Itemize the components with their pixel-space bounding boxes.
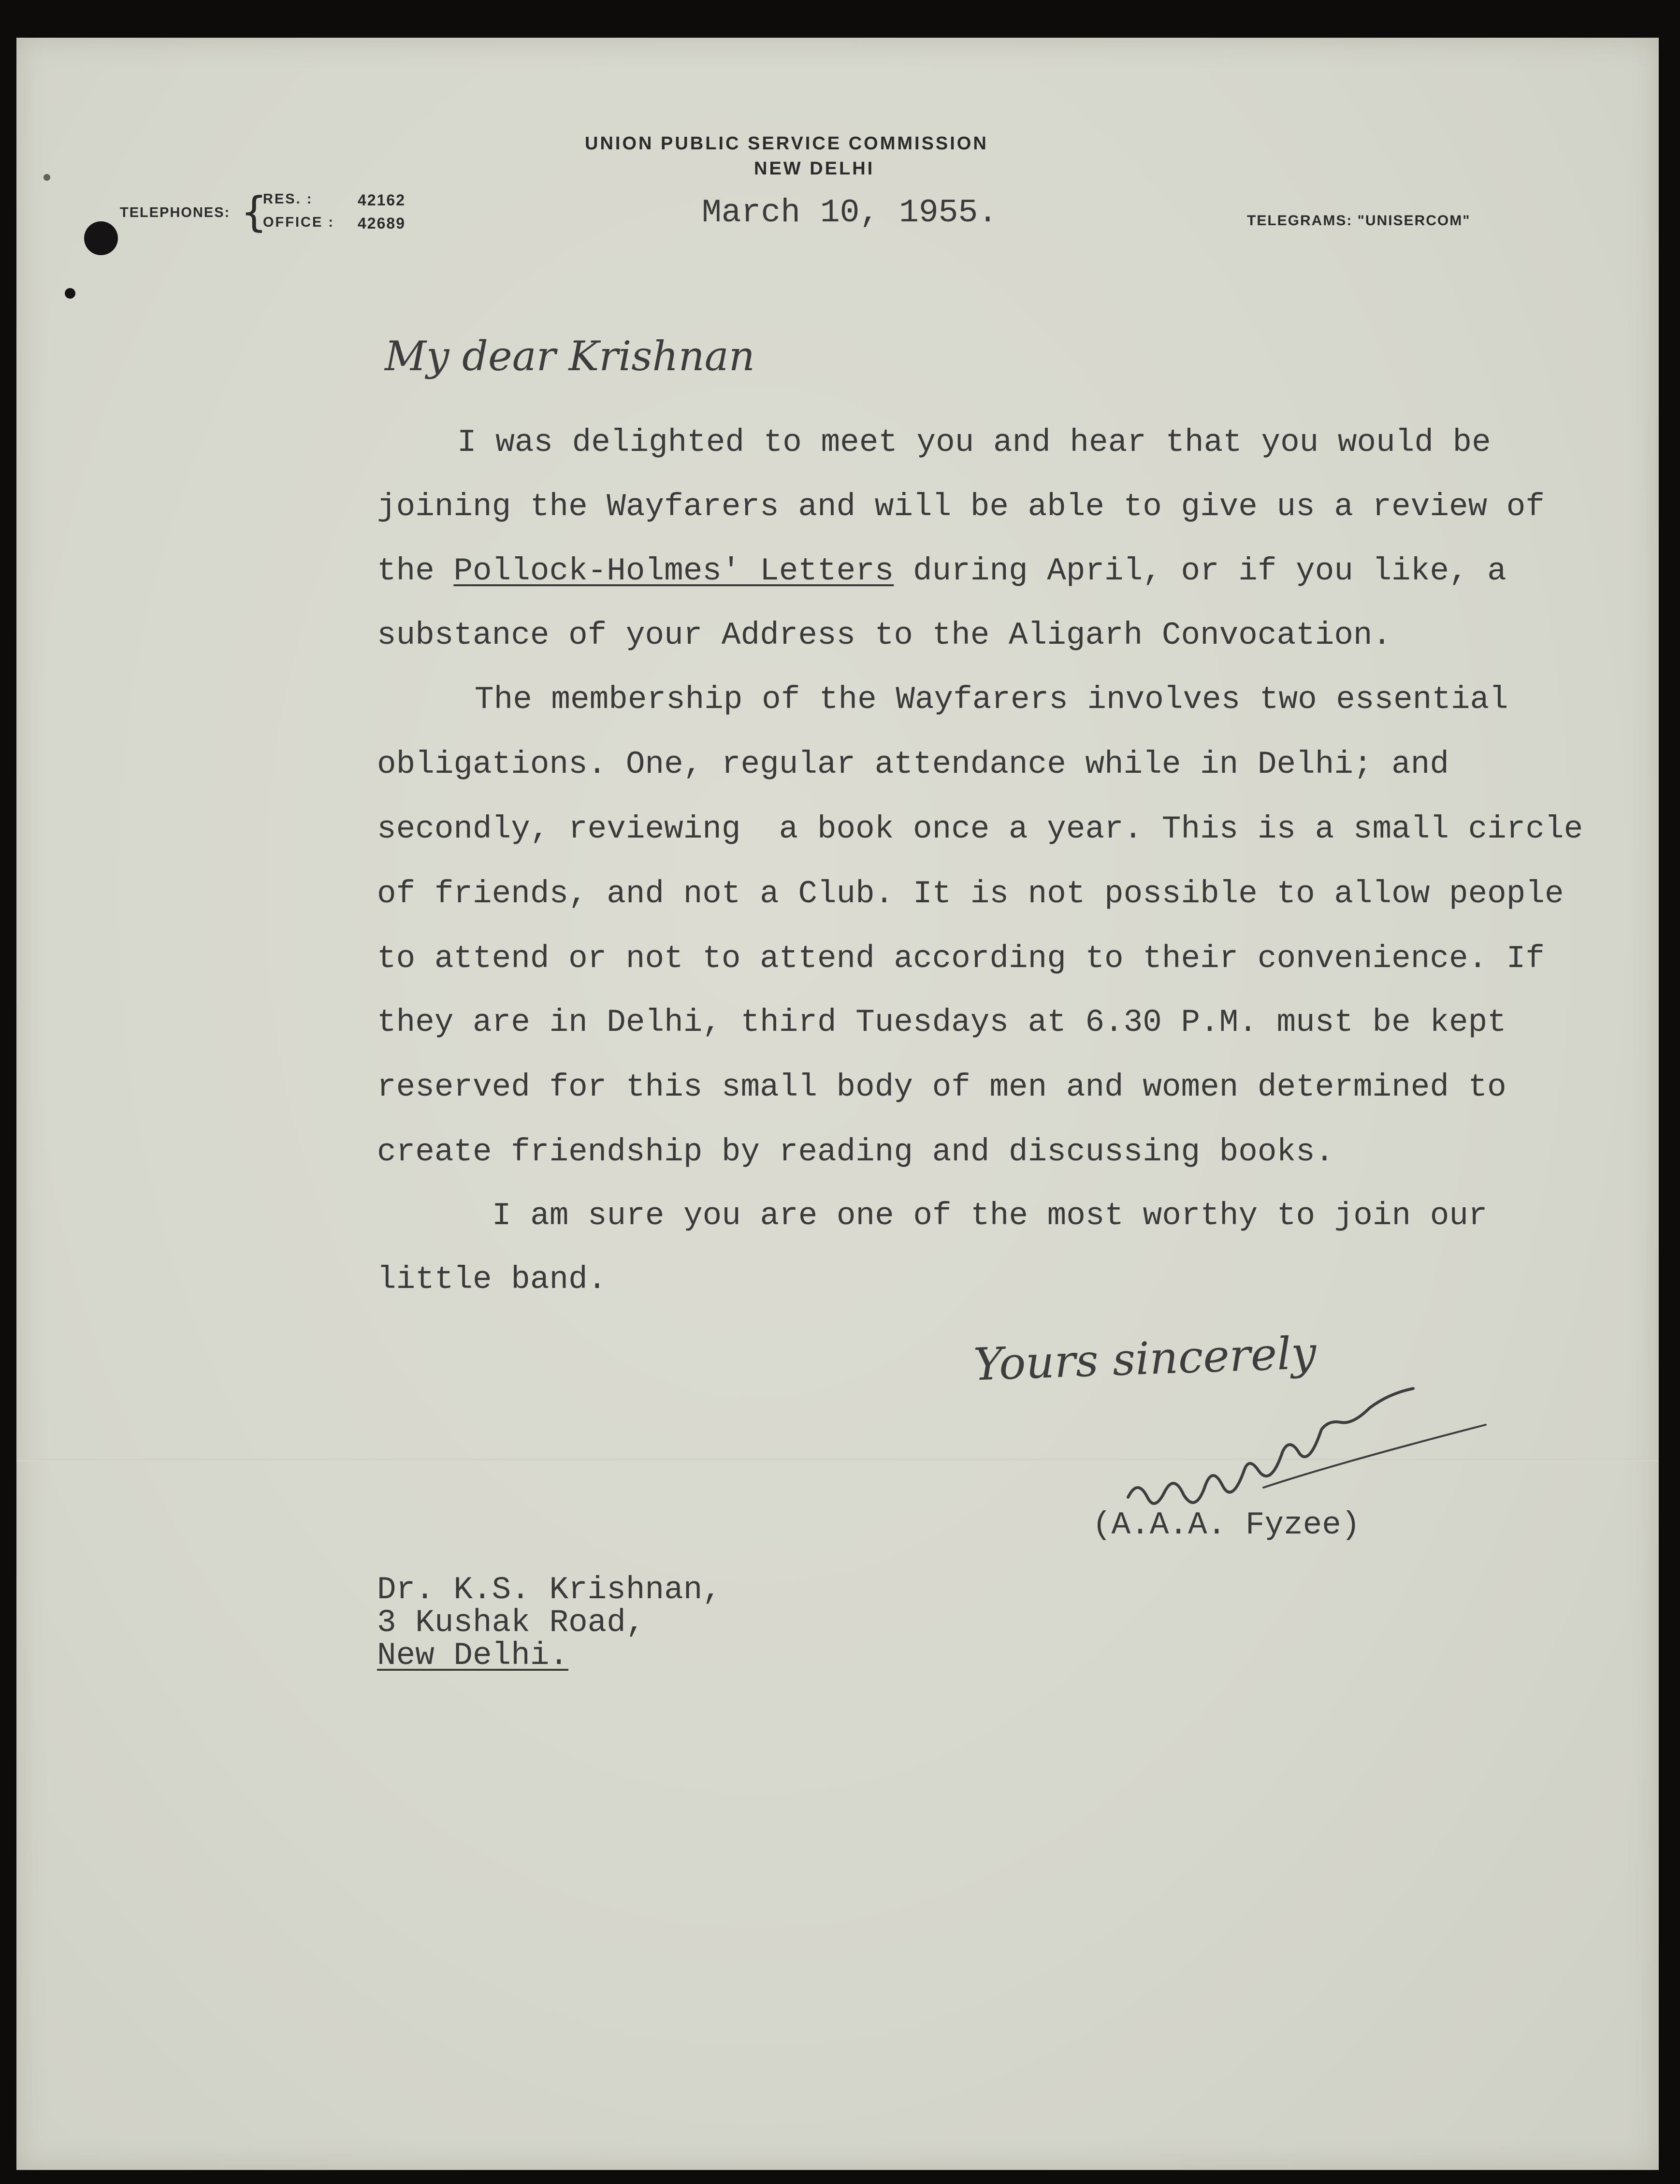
- res-number: 42162: [358, 191, 406, 209]
- brace-icon: {: [241, 188, 267, 236]
- body-line: substance of your Address to the Aligarh Convocation.: [377, 617, 1392, 653]
- letter-date: March 10, 1955.: [702, 194, 998, 231]
- body-line: secondly, reviewing a book once a year. This is a small circle: [377, 811, 1583, 847]
- ink-dot: [65, 288, 75, 299]
- closing: Yours sincerely: [972, 1327, 1318, 1391]
- res-label: RES. :: [263, 191, 313, 207]
- body-line: The membership of the Wayfarers involves two essential: [475, 681, 1508, 718]
- body-line: reserved for this small body of men and women determined to: [377, 1069, 1506, 1105]
- office-number: 42689: [358, 215, 406, 232]
- body-line: I am sure you are one of the most worthy to join our: [492, 1198, 1488, 1234]
- letter-page: [16, 38, 1659, 2170]
- recipient-street: 3 Kushak Road,: [377, 1605, 645, 1641]
- telephones-label: TELEPHONES:: [120, 205, 231, 220]
- body-text: the: [377, 553, 454, 589]
- recipient-city: New Delhi.: [377, 1637, 569, 1674]
- letterhead-city: NEW DELHI: [754, 159, 875, 179]
- body-line: create friendship by reading and discussing books.: [377, 1134, 1334, 1170]
- body-line: obligations. One, regular attendance while in Delhi; and: [377, 746, 1449, 782]
- body-line-with-title: [377, 553, 1506, 589]
- body-text: during April, or if you like, a: [894, 553, 1506, 589]
- office-label: OFFICE :: [263, 215, 335, 230]
- body-line: joining the Wayfarers and will be able to give us a review of: [377, 489, 1545, 525]
- signature: [1118, 1391, 1505, 1526]
- book-title: Pollock-Holmes' Letters: [453, 553, 894, 589]
- body-line: little band.: [377, 1261, 607, 1298]
- telegrams-address: TELEGRAMS: "UNISERCOM": [1247, 213, 1471, 229]
- ink-blot: [84, 221, 118, 255]
- body-line: they are in Delhi, third Tuesdays at 6.30 P.M. must be kept: [377, 1004, 1506, 1041]
- body-line: to attend or not to attend according to their convenience. If: [377, 940, 1545, 977]
- body-line: I was delighted to meet you and hear that you would be: [457, 424, 1491, 461]
- recipient-name: Dr. K.S. Krishnan,: [377, 1572, 722, 1608]
- ink-dot: [43, 174, 50, 181]
- letterhead-org: UNION PUBLIC SERVICE COMMISSION: [585, 133, 988, 154]
- body-line: of friends, and not a Club. It is not possible to allow people: [377, 876, 1564, 912]
- salutation: My dear Krishnan: [385, 333, 755, 380]
- signatory-name: (A.A.A. Fyzee): [1092, 1507, 1361, 1543]
